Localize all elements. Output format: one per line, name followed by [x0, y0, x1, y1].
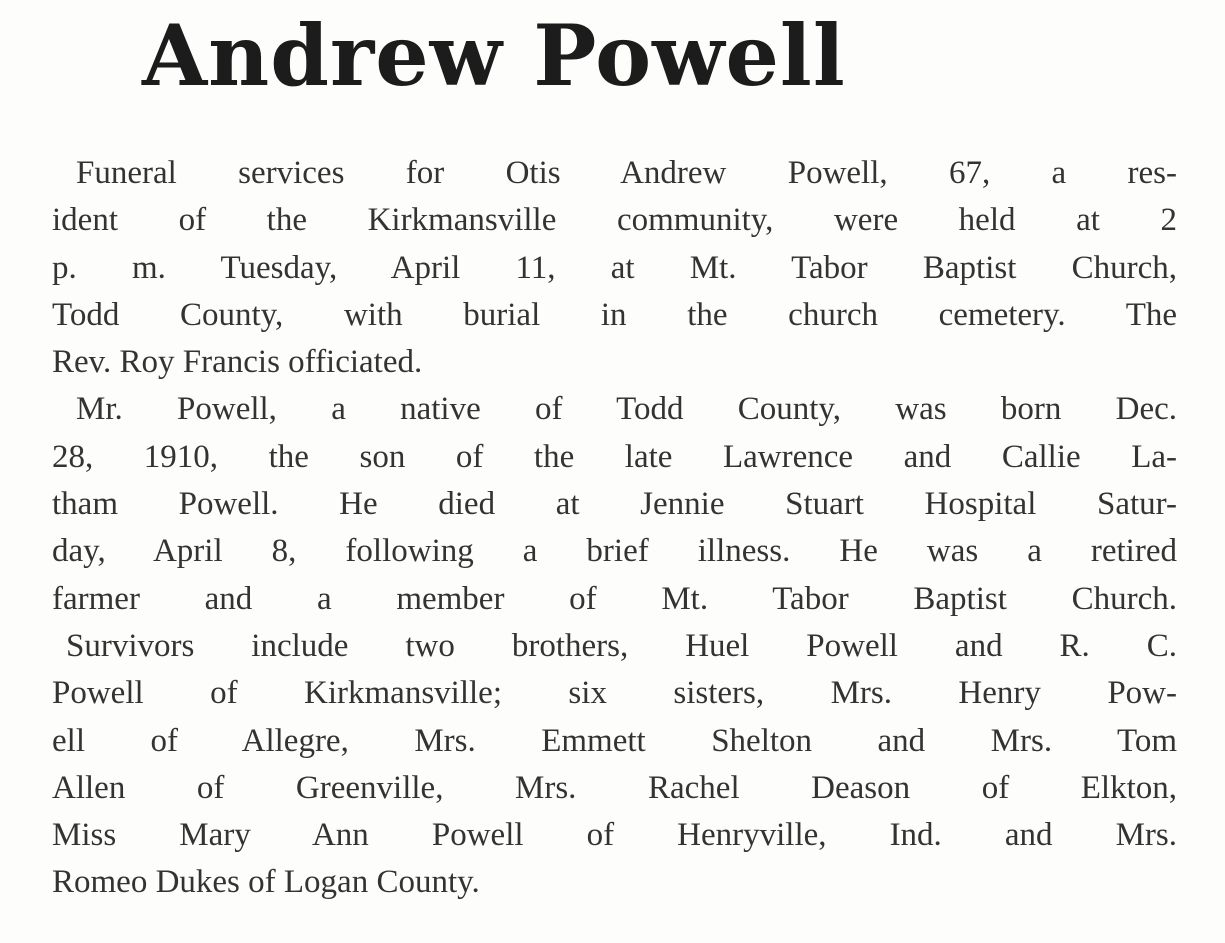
text-line: Romeo Dukes of Logan County.	[52, 864, 480, 901]
text-line: Allen of Greenville, Mrs. Rachel Deason of Elkton,	[52, 769, 1177, 806]
obituary-headline: Andrew Powell	[142, 6, 846, 105]
text-line: Mr. Powell, a native of Todd County, was born Dec.	[76, 391, 1177, 428]
text-line: p. m. Tuesday, April 11, at Mt. Tabor Baptist Church,	[52, 249, 1177, 286]
text-line: Miss Mary Ann Powell of Henryville, Ind. and Mrs.	[52, 817, 1177, 854]
text-line: 28, 1910, the son of the late Lawrence and Callie La-	[52, 438, 1177, 475]
text-line: day, April 8, following a brief illness. He was a retired	[52, 533, 1177, 570]
text-line: Rev. Roy Francis officiated.	[52, 344, 423, 381]
text-line: Funeral services for Otis Andrew Powell, 67, a res-	[76, 155, 1177, 191]
text-line: farmer and a member of Mt. Tabor Baptist Church.	[52, 580, 1177, 617]
text-line: ident of the Kirkmansville community, were held at 2	[52, 202, 1177, 239]
obituary-body	[52, 150, 1177, 907]
text-line: ell of Allegre, Mrs. Emmett Shelton and Mrs. Tom	[52, 722, 1177, 759]
text-line: Powell of Kirkmansville; six sisters, Mrs. Henry Pow-	[52, 675, 1177, 712]
text-line: Survivors include two brothers, Huel Powell and R. C.	[66, 627, 1177, 664]
text-line: Todd County, with burial in the church cemetery. The	[52, 296, 1177, 333]
text-line: tham Powell. He died at Jennie Stuart Hospital Satur-	[52, 486, 1177, 523]
